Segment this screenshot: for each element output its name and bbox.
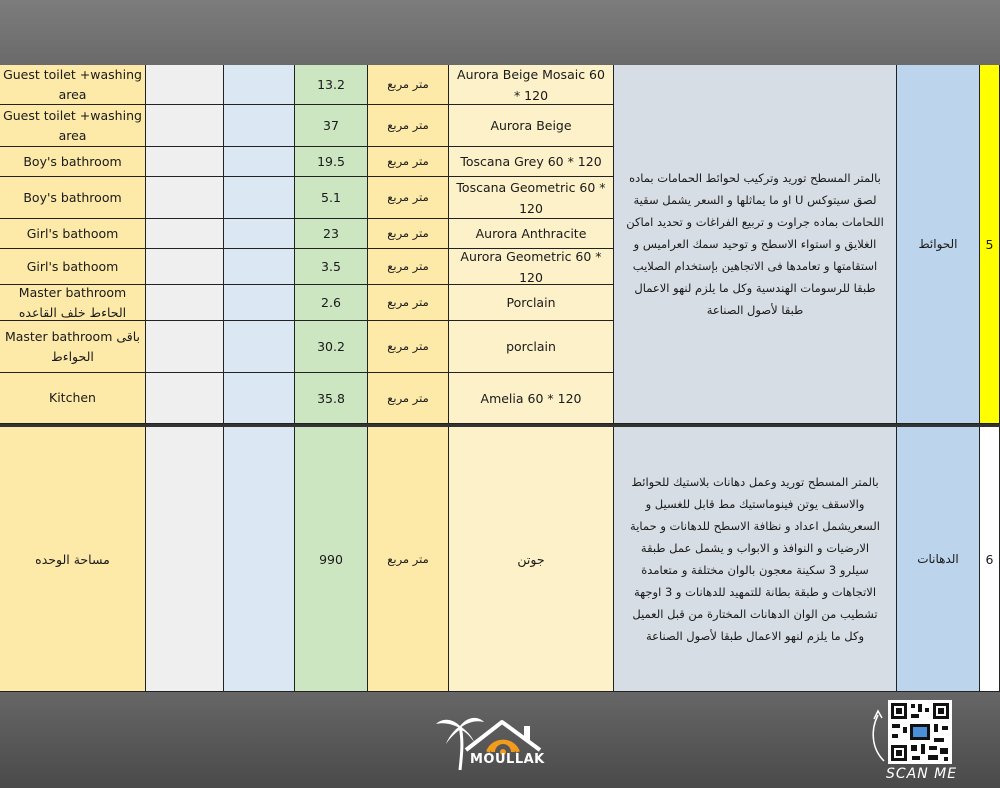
row-item-cell: Aurora Anthracite [449,219,614,249]
qr-code-icon[interactable] [888,700,952,764]
row-quantity-cell: 37 [295,105,368,147]
row-empty-cell [146,105,224,147]
row-area-cell: Guest toilet +washing area [0,65,146,105]
row-empty-cell [146,147,224,177]
section-6-category: الدهانات [897,427,980,692]
row-item-cell: Porclain [449,285,614,321]
section-6-empty-col-1 [146,427,224,692]
curved-arrow-icon [868,705,890,765]
row-quantity-cell: 13.2 [295,65,368,105]
row-quantity-cell: 3.5 [295,249,368,285]
row-unit-cell: متر مربع [368,285,449,321]
row-empty-cell [146,373,224,424]
row-empty-cell [224,249,295,285]
row-empty-cell [146,219,224,249]
row-quantity-cell: 35.8 [295,373,368,424]
row-unit-cell: متر مربع [368,177,449,219]
section-6-number: 6 [980,427,1000,692]
brand-name: MOULLAK [470,752,545,767]
row-empty-cell [224,177,295,219]
row-empty-cell [146,177,224,219]
row-quantity-cell: 19.5 [295,147,368,177]
row-area-cell: Kitchen [0,373,146,424]
row-item-cell: Aurora Beige Mosaic 60 * 120 [449,65,614,105]
row-empty-cell [224,321,295,373]
row-empty-cell [224,285,295,321]
row-unit-cell: متر مربع [368,105,449,147]
palm-house-logo-icon [430,712,570,778]
row-quantity-cell: 30.2 [295,321,368,373]
row-unit-cell: متر مربع [368,373,449,424]
row-area-cell: Boy's bathroom [0,147,146,177]
row-empty-cell [146,65,224,105]
section-6-empty-col-2 [224,427,295,692]
section-6-unit: متر مربع [368,427,449,692]
row-unit-cell: متر مربع [368,147,449,177]
row-quantity-cell: 5.1 [295,177,368,219]
row-quantity-cell: 2.6 [295,285,368,321]
row-area-cell: Master bathroom الحاءط خلف القاعده [0,285,146,321]
row-item-cell: Amelia 60 * 120 [449,373,614,424]
row-item-cell: porclain [449,321,614,373]
row-empty-cell [146,285,224,321]
row-unit-cell: متر مربع [368,65,449,105]
row-empty-cell [224,65,295,105]
row-item-cell: Toscana Geometric 60 * 120 [449,177,614,219]
row-item-cell: Toscana Grey 60 * 120 [449,147,614,177]
section-6-quantity: 990 [295,427,368,692]
row-unit-cell: متر مربع [368,321,449,373]
row-quantity-cell: 23 [295,219,368,249]
section-5-number: 5 [980,65,1000,424]
row-area-cell: Boy's bathroom [0,177,146,219]
section-6-item: جوتن [449,427,614,692]
row-area-cell: Guest toilet +washing area [0,105,146,147]
section-6-area: مساحة الوحده [0,427,146,692]
row-empty-cell [224,219,295,249]
section-6-description: بالمتر المسطح توريد وعمل دهانات بلاستيك للحوائط والاسقف يوتن فينوماستيك مط قابل للغسيل و السعريشمل اعداد و نظافة الاسطح للدهانات و حماية الارضيات و النوافذ و الابواب و يشمل عمل طبقة سيلرو 3 سكينة معجون بالوان مختلفة و متعامدة الاتجاهات و طبقة بطانة للتمهيد للدهانات و 3 اوجهة تشطيب من الوان الدهانات المختارة من قبل العميل وكل ما يلزم لنهو الاعمال طبقا لأصول الصناعة [614,427,897,692]
row-unit-cell: متر مربع [368,219,449,249]
row-empty-cell [224,147,295,177]
row-item-cell: Aurora Geometric 60 * 120 [449,249,614,285]
row-empty-cell [224,373,295,424]
row-empty-cell [224,105,295,147]
row-area-cell: Girl's bathoom [0,249,146,285]
row-area-cell: Master bathroom باقى الحواءط [0,321,146,373]
top-banner [0,0,1000,65]
row-empty-cell [146,321,224,373]
scan-me-label: SCAN ME [886,766,958,782]
row-item-cell: Aurora Beige [449,105,614,147]
section-5-category: الحوائط [897,65,980,424]
row-empty-cell [146,249,224,285]
row-unit-cell: متر مربع [368,249,449,285]
section-5-description: بالمتر المسطح توريد وتركيب لحوائط الحمامات بماده لصق سيتوكس U او ما يماثلها و السعر يشمل سقية اللحامات بماده جراوت و تربيع الفراغات و تحديد اماكن الغلايق و استواء الاسطح و توحيد سمك العراميس و استقامتها و تعامدها فى الاتجاهين بإستخدام الصلايب طبقا للرسومات الهندسية وكل ما يلزم لنهو الاعمال طبقا لأصول الصناعة [614,65,897,424]
row-area-cell: Girl's bathoom [0,219,146,249]
